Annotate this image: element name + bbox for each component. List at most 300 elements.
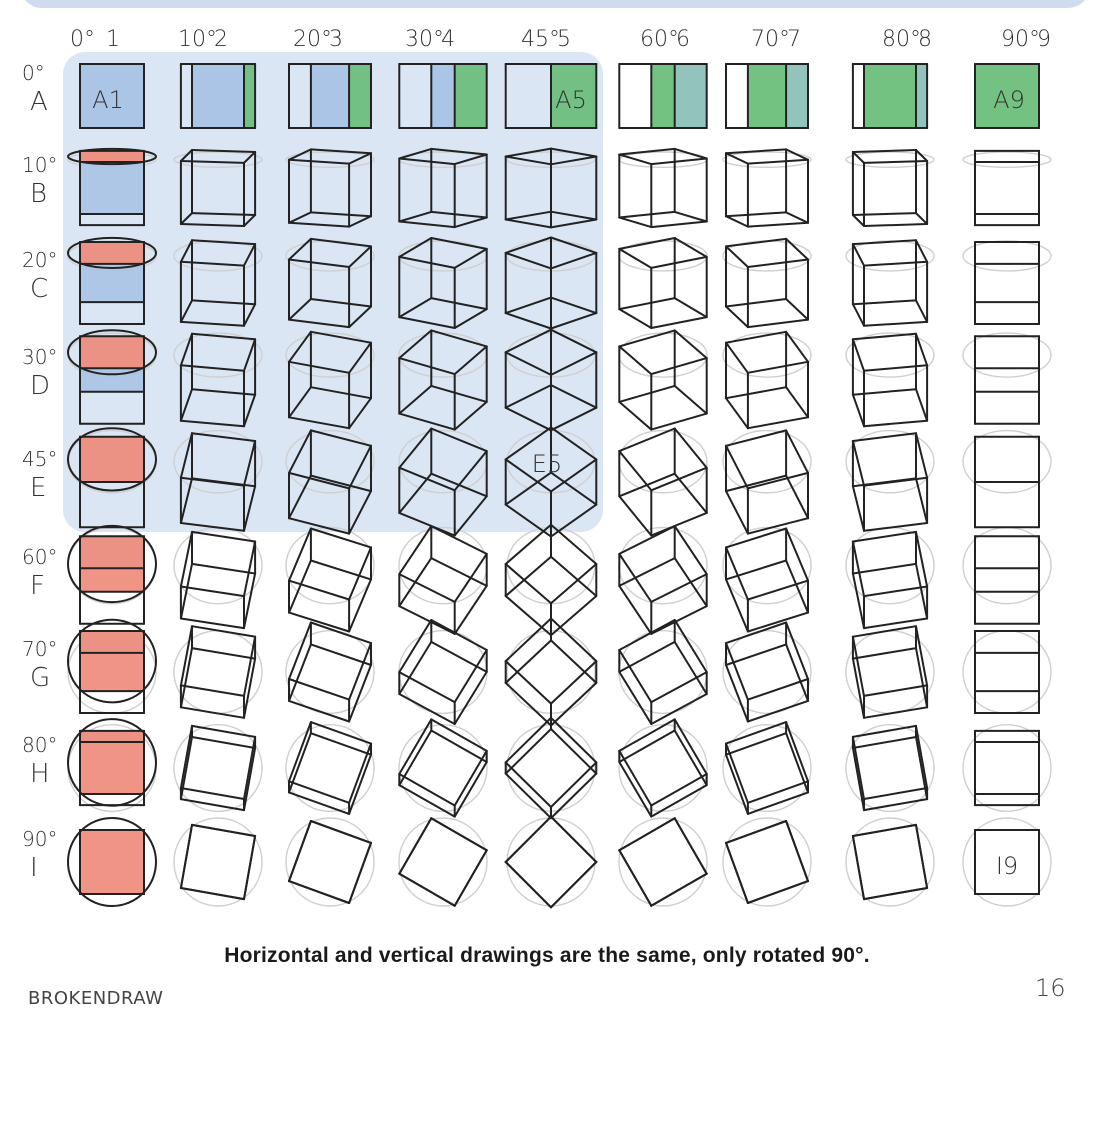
cube-edge [651, 874, 706, 906]
cube-edge [864, 224, 927, 226]
cube-edge [864, 707, 927, 718]
cube-edge [853, 215, 864, 226]
cube-edge [619, 238, 674, 249]
guide-ellipse [963, 241, 1051, 271]
cube-H4 [399, 719, 486, 816]
cube-edge [853, 213, 916, 215]
cube-edge [916, 825, 927, 888]
cube-A2 [181, 64, 255, 128]
cube-edge [748, 417, 808, 428]
cube-I6 [619, 818, 706, 905]
guide-ellipse [963, 333, 1051, 377]
cube-F6 [619, 526, 706, 634]
column-number-label: 9 [1037, 27, 1051, 52]
cube-D9 [975, 336, 1039, 423]
cube-G5 [506, 619, 597, 726]
row-angle-label: 60° [22, 545, 58, 569]
cube-B1 [68, 149, 156, 225]
cube-edge [181, 685, 244, 696]
cube-edge [506, 557, 551, 596]
cube-edge [726, 239, 786, 247]
cube-edge [244, 836, 255, 899]
cube-edge [786, 430, 808, 473]
column-angle-label: 45° [521, 27, 560, 52]
cube-edge [619, 298, 674, 309]
cube-edge [853, 300, 916, 304]
cube-edge [864, 421, 927, 427]
cube-edge [786, 149, 808, 159]
guide-ellipse [507, 631, 595, 714]
cube-A7 [726, 64, 808, 128]
cube-H1 [68, 719, 156, 806]
cube-edge [551, 729, 596, 774]
cube-edge [619, 386, 674, 402]
cube-edge [786, 476, 808, 519]
guide-ellipse [963, 725, 1051, 812]
row-angle-label: 20° [22, 248, 58, 272]
cube-edge [748, 160, 808, 164]
cube-edge [853, 334, 916, 340]
cube-G6 [619, 620, 706, 724]
cube-edge [506, 762, 551, 807]
cube-edge [726, 623, 786, 644]
cube-edge [853, 304, 864, 326]
cube-edge [551, 762, 596, 807]
cube-edge [853, 836, 864, 899]
cube-B8 [853, 150, 927, 226]
cube-edge [289, 529, 311, 581]
cube-edge [853, 626, 916, 637]
cube-edge [675, 238, 707, 257]
cube-edge [551, 596, 596, 635]
cube-edge [726, 398, 748, 428]
top-face [80, 151, 144, 162]
cube-edge [619, 558, 674, 586]
guide-ellipse [399, 818, 487, 906]
row-angle-label: 90° [22, 827, 58, 851]
cube-edge [786, 239, 808, 260]
cube-edge [619, 346, 651, 374]
cube-edge [916, 532, 927, 587]
cube-edge [853, 648, 916, 659]
guide-ellipse [619, 527, 707, 603]
cube-edge [864, 788, 927, 799]
top-face [80, 631, 144, 691]
cube-edge [748, 679, 808, 700]
cube-edge [916, 240, 927, 261]
cube-edge [675, 386, 707, 414]
column-headers [70, 27, 1051, 52]
cube-edge [748, 781, 808, 803]
cube-edge [853, 395, 864, 427]
row-letter-label: H [30, 759, 50, 789]
cube-edge [853, 748, 864, 810]
cube-edge [853, 737, 916, 748]
cube-edge [916, 564, 927, 619]
cube-edge [349, 755, 371, 814]
cell-label-A9: A9 [993, 86, 1025, 114]
cube-H9 [975, 731, 1039, 805]
cube-edge [619, 496, 651, 535]
cube-G9 [975, 631, 1039, 713]
cube-edge [864, 365, 927, 371]
cube-edge [786, 387, 808, 417]
row-headers [22, 61, 57, 883]
top-face [80, 830, 144, 894]
cube-edge [619, 330, 674, 346]
cube-F4 [399, 526, 486, 634]
cube-C6 [619, 238, 706, 328]
front-face [916, 64, 927, 128]
cube-H6 [619, 719, 706, 816]
guide-ellipse [286, 818, 374, 906]
cell-label-E5: E5 [531, 450, 563, 478]
cube-C9 [975, 242, 1039, 324]
cube-edge [675, 149, 707, 159]
row-letter-label: A [30, 87, 48, 117]
row-letter-label: F [30, 571, 45, 601]
column-number-label: 1 [106, 27, 120, 52]
cube-edge [916, 478, 927, 523]
cube-edge [726, 446, 748, 489]
row-angle-label: 70° [22, 637, 58, 661]
cube-edge [726, 579, 748, 631]
cube-edge [853, 564, 916, 574]
cell-label-A5: A5 [555, 86, 587, 114]
cube-edge [289, 733, 311, 792]
column-number-label: 8 [918, 27, 932, 52]
cube-edge [551, 718, 596, 763]
cube-H2 [181, 726, 255, 810]
cube-edge [853, 441, 864, 486]
cube-edge [506, 729, 551, 774]
cube-edge [192, 626, 255, 637]
top-face [80, 731, 144, 794]
cube-edge [551, 774, 596, 819]
cube-edge [506, 596, 551, 635]
cube-edge [916, 726, 927, 788]
cube-edge [181, 707, 244, 718]
cube-G4 [399, 620, 486, 724]
cube-edge [853, 244, 864, 266]
cube-edge [431, 818, 486, 850]
column-angle-label: 10° [178, 27, 217, 52]
cube-I8 [853, 825, 927, 899]
cube-edge [619, 672, 651, 724]
cube-edge [192, 564, 255, 574]
cube-I3 [289, 821, 371, 903]
column-angle-label: 30° [405, 27, 444, 52]
cube-F3 [289, 529, 371, 632]
side-face [455, 64, 487, 128]
cube-G1 [68, 620, 156, 713]
cube-edge [726, 387, 786, 398]
cube-B9 [975, 151, 1039, 225]
cube-E9 [975, 437, 1039, 528]
cube-edge [181, 799, 244, 810]
cube-edge [506, 619, 551, 662]
cube-A8 [853, 64, 927, 128]
guide-ellipse [846, 818, 934, 906]
cube-edge [244, 748, 255, 810]
brand-footer: BROKENDRAW [28, 988, 164, 1009]
column-number-label: 5 [557, 27, 571, 52]
cube-I1 [68, 818, 156, 906]
guide-ellipse [723, 725, 811, 812]
row-letter-label: I [30, 853, 38, 883]
cube-edge [506, 640, 551, 683]
cube-edge [651, 358, 706, 374]
cube-edge [619, 212, 674, 218]
guide-ellipse [507, 818, 595, 906]
cube-E7 [726, 430, 808, 533]
cube-edge [399, 606, 454, 634]
row-letter-label: E [30, 473, 47, 503]
cube-edge [289, 679, 349, 700]
cube-edge [506, 718, 551, 763]
cube-edge [864, 685, 927, 696]
guide-ellipse [507, 725, 595, 812]
cube-edge [651, 606, 706, 634]
cube-edge [651, 257, 706, 268]
front-face [786, 64, 808, 128]
cube-edge [192, 825, 255, 836]
cube-D8 [853, 334, 927, 426]
cube-edge [748, 701, 808, 722]
column-number-label: 6 [676, 27, 690, 52]
cube-edge [192, 648, 255, 659]
guide-ellipse [399, 527, 487, 603]
cube-edge [619, 249, 651, 268]
cube-edge [551, 640, 596, 683]
row-letter-label: B [30, 179, 48, 209]
cube-edge [619, 218, 651, 228]
page-number: 16 [1035, 974, 1066, 1002]
cube-edge [726, 491, 748, 533]
column-angle-label: 70° [751, 27, 790, 52]
cube-edge [864, 888, 927, 899]
cube-edge [786, 332, 808, 362]
guide-ellipse [723, 818, 811, 906]
cube-edge [181, 564, 192, 619]
cube-edge [916, 334, 927, 366]
cube-edge [349, 744, 371, 803]
column-angle-label: 90° [1001, 27, 1040, 52]
cube-edge [399, 731, 431, 786]
cube-H8 [853, 726, 927, 810]
cube-edge [289, 701, 349, 722]
cube-edge [651, 414, 706, 430]
cube-edge [853, 486, 864, 531]
cube-edge [399, 818, 431, 873]
cube-F8 [853, 532, 927, 628]
cube-I2 [181, 825, 255, 899]
cube-edge [786, 722, 808, 781]
top-face [80, 336, 144, 368]
cube-edge [726, 733, 786, 755]
cube-edge [455, 672, 487, 724]
column-number-label: 3 [329, 27, 343, 52]
cube-edge [675, 620, 707, 672]
cube-H5 [506, 718, 597, 818]
cube-G8 [853, 626, 927, 718]
cube-edge [748, 223, 808, 227]
cube-edge [853, 339, 864, 371]
cube-C8 [853, 240, 927, 325]
top-face [80, 242, 144, 264]
cube-edge [748, 613, 808, 632]
row-angle-label: 45° [22, 447, 58, 471]
cube-edge [181, 825, 192, 888]
cube-edge [864, 322, 927, 326]
cube-edge [864, 262, 927, 266]
cube-edge [853, 726, 916, 737]
cube-edge [311, 623, 371, 644]
cube-edge [651, 159, 706, 165]
cube-I5 [506, 817, 597, 908]
cube-edge [864, 161, 927, 163]
cube-edge [551, 619, 596, 662]
cube-edge [726, 216, 748, 226]
cube-edge [181, 532, 192, 587]
column-number-label: 2 [214, 27, 228, 52]
cube-edge [506, 774, 551, 819]
cube-D6 [619, 330, 706, 429]
cube-B6 [619, 149, 706, 227]
cube-edge [916, 213, 927, 224]
cube-edge [181, 726, 192, 788]
cube-edge [675, 818, 707, 873]
cube-edge [786, 299, 808, 320]
cube-edge [853, 574, 864, 629]
row-letter-label: G [30, 663, 51, 693]
cube-edge [181, 788, 244, 799]
cube-edge [726, 755, 748, 814]
cube-I4 [399, 818, 486, 905]
cube-F9 [975, 536, 1039, 623]
cube-edge [619, 818, 674, 850]
cube-edge [192, 737, 255, 748]
cube-edge [506, 683, 551, 726]
cube-edge [551, 557, 596, 596]
cell-label-A1: A1 [92, 86, 124, 114]
column-number-label: 7 [787, 27, 801, 52]
cube-edge [748, 473, 808, 489]
cube-edge [675, 429, 707, 468]
cell-label-I9: I9 [995, 852, 1019, 880]
cube-edge [748, 362, 808, 373]
cube-edge [289, 722, 311, 781]
cube-edge [289, 781, 349, 803]
top-face [80, 437, 144, 482]
cube-edge [675, 212, 707, 222]
guide-ellipse [619, 818, 707, 906]
cube-edge [551, 683, 596, 726]
cube-E8 [853, 433, 927, 531]
cube-A6 [619, 64, 706, 128]
cube-edge [349, 579, 371, 631]
cube-edge [311, 644, 371, 665]
cube-E6 [619, 429, 706, 536]
cube-edge [551, 661, 596, 704]
cube-edge [181, 888, 244, 899]
cube-edge [748, 320, 808, 328]
cube-edge [726, 212, 786, 216]
cube-edge [726, 430, 786, 445]
cube-edge [651, 222, 706, 228]
cube-edge [192, 726, 255, 737]
cube-edge [853, 389, 916, 395]
cube-G3 [289, 623, 371, 722]
guide-ellipse [963, 431, 1051, 493]
cube-edge [726, 307, 748, 328]
cube-edge [726, 343, 748, 373]
cube-edge [786, 529, 808, 581]
cube-F7 [726, 529, 808, 632]
side-face [349, 64, 371, 128]
cube-D7 [726, 332, 808, 428]
column-angle-label: 80° [882, 27, 921, 52]
column-angle-label: 20° [293, 27, 332, 52]
row-angle-label: 0° [22, 61, 45, 85]
guide-ellipse [286, 725, 374, 812]
guide-ellipse [963, 152, 1051, 167]
guide-ellipse [963, 631, 1051, 714]
row-angle-label: 30° [22, 345, 58, 369]
cube-edge [864, 799, 927, 810]
cube-edge [916, 389, 927, 421]
side-face [244, 64, 255, 128]
row-angle-label: 10° [22, 153, 58, 177]
cube-edge [619, 402, 651, 430]
cube-edge [916, 300, 927, 322]
cube-edge [619, 850, 651, 905]
cube-edge [864, 619, 927, 629]
cube-edge [455, 751, 487, 806]
row-letter-label: D [30, 371, 51, 401]
guide-ellipse [174, 818, 262, 906]
cube-edge [289, 613, 349, 632]
cube-edge [675, 298, 707, 317]
column-angle-label: 0° [70, 27, 95, 52]
column-angle-label: 60° [640, 27, 679, 52]
cube-edge [726, 299, 786, 307]
cube-edge [244, 574, 255, 629]
row-letter-label: C [30, 274, 49, 304]
front-face [675, 64, 707, 128]
cube-edge [399, 620, 431, 672]
guide-ellipse [619, 431, 707, 493]
cube-edge [311, 733, 371, 755]
row-angle-label: 80° [22, 733, 58, 757]
cube-C7 [726, 239, 808, 327]
cube-F2 [181, 532, 255, 628]
top-face [80, 536, 144, 591]
caption: Horizontal and vertical drawings are the same, only rotated 90°. [224, 944, 870, 967]
cube-F1 [68, 526, 156, 624]
column-number-label: 4 [441, 27, 455, 52]
cube-edge [619, 309, 651, 328]
cube-edge [726, 644, 786, 665]
cube-edge [651, 317, 706, 328]
cube-edge [455, 850, 487, 905]
cube-edge [181, 619, 244, 629]
cube-edge [399, 874, 454, 906]
cube-edge [853, 825, 916, 836]
cube-B7 [726, 149, 808, 226]
cube-edge [431, 558, 486, 586]
cube-edge [853, 150, 916, 152]
